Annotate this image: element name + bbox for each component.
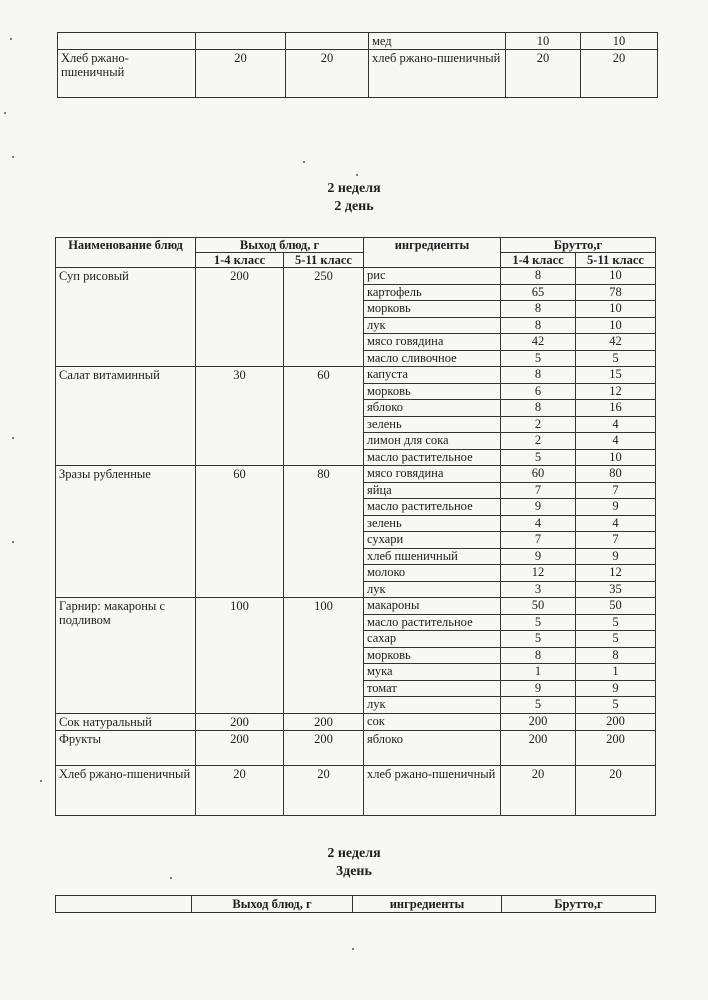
output-1-4: 200 xyxy=(196,713,284,731)
ingredient-name: капуста xyxy=(364,367,501,384)
gross-5-11: 5 xyxy=(576,631,656,648)
dish-name: Фрукты xyxy=(56,731,196,766)
header-output-1-4: 1-4 класс xyxy=(196,253,284,268)
output-5-11: 20 xyxy=(284,766,364,816)
gross-1-4: 20 xyxy=(506,50,581,98)
week-heading: 2 неделя xyxy=(327,181,381,196)
gross-1-4: 200 xyxy=(501,731,576,766)
table-row xyxy=(56,766,656,816)
output-5-11: 250 xyxy=(284,268,364,367)
dish-name: Хлеб ржано-пшеничный xyxy=(58,50,196,98)
header-output-5-11: 5-11 класс xyxy=(284,253,364,268)
gross-5-11: 7 xyxy=(576,482,656,499)
ingredient-name: морковь xyxy=(364,383,501,400)
header-ingredients: ингредиенты xyxy=(353,896,502,913)
ingredient-name: яблоко xyxy=(364,731,501,766)
output-1-4 xyxy=(196,33,286,50)
table-row xyxy=(56,268,656,285)
output-1-4: 100 xyxy=(196,598,284,714)
gross-5-11: 5 xyxy=(576,350,656,367)
gross-1-4: 2 xyxy=(501,416,576,433)
gross-1-4: 9 xyxy=(501,499,576,516)
gross-5-11: 10 xyxy=(576,268,656,285)
gross-5-11: 16 xyxy=(576,400,656,417)
output-1-4: 60 xyxy=(196,466,284,598)
week-heading-day3: 2 неделя xyxy=(327,846,381,861)
gross-5-11: 1 xyxy=(576,664,656,681)
ingredient-name: сахар xyxy=(364,631,501,648)
gross-5-11: 20 xyxy=(581,50,658,98)
dish-name: Хлеб ржано-пшеничный xyxy=(56,766,196,816)
gross-1-4: 60 xyxy=(501,466,576,483)
table-row xyxy=(58,33,658,50)
gross-1-4: 7 xyxy=(501,482,576,499)
scan-speck xyxy=(303,161,305,163)
output-5-11: 60 xyxy=(284,367,364,466)
gross-5-11: 12 xyxy=(576,383,656,400)
dish-name xyxy=(58,33,196,50)
output-1-4: 20 xyxy=(196,50,286,98)
ingredient-name: масло растительное xyxy=(364,449,501,466)
menu-table-day3 xyxy=(55,895,656,913)
gross-5-11: 78 xyxy=(576,284,656,301)
menu-table-day2 xyxy=(55,237,656,816)
gross-5-11: 9 xyxy=(576,499,656,516)
gross-1-4: 5 xyxy=(501,697,576,714)
ingredient-name: хлеб пшеничный xyxy=(364,548,501,565)
dish-name: Салат витаминный xyxy=(56,367,196,466)
header-gross-5-11: 5-11 класс xyxy=(576,253,656,268)
output-5-11: 200 xyxy=(284,713,364,731)
ingredient-name: морковь xyxy=(364,647,501,664)
gross-5-11: 5 xyxy=(576,614,656,631)
ingredient-name: масло растительное xyxy=(364,614,501,631)
table-row xyxy=(56,598,656,615)
gross-1-4: 65 xyxy=(501,284,576,301)
gross-1-4: 3 xyxy=(501,581,576,598)
ingredient-name: рис xyxy=(364,268,501,285)
ingredient-name: зелень xyxy=(364,416,501,433)
scan-speck xyxy=(4,112,6,114)
output-5-11: 100 xyxy=(284,598,364,714)
output-1-4: 30 xyxy=(196,367,284,466)
gross-1-4: 5 xyxy=(501,449,576,466)
ingredient-name: хлеб ржано-пшеничный xyxy=(364,766,501,816)
gross-1-4: 7 xyxy=(501,532,576,549)
output-5-11: 200 xyxy=(284,731,364,766)
gross-1-4: 10 xyxy=(506,33,581,50)
dish-name: Суп рисовый xyxy=(56,268,196,367)
ingredient-name: молоко xyxy=(364,565,501,582)
gross-5-11: 9 xyxy=(576,548,656,565)
header-ingredients: ингредиенты xyxy=(364,238,501,268)
gross-1-4: 12 xyxy=(501,565,576,582)
scan-speck xyxy=(12,437,14,439)
table-row xyxy=(56,466,656,483)
gross-5-11: 9 xyxy=(576,680,656,697)
scan-speck xyxy=(10,38,12,40)
table-row xyxy=(56,713,656,731)
gross-1-4: 5 xyxy=(501,614,576,631)
ingredient-name: масло сливочное xyxy=(364,350,501,367)
ingredient-name: лимон для сока xyxy=(364,433,501,450)
gross-1-4: 1 xyxy=(501,664,576,681)
gross-5-11: 8 xyxy=(576,647,656,664)
gross-5-11: 15 xyxy=(576,367,656,384)
gross-1-4: 200 xyxy=(501,713,576,731)
gross-5-11: 10 xyxy=(576,317,656,334)
header-row xyxy=(56,896,656,913)
output-5-11: 20 xyxy=(286,50,369,98)
gross-1-4: 5 xyxy=(501,631,576,648)
header-output: Выход блюд, г xyxy=(196,238,364,253)
gross-5-11: 200 xyxy=(576,731,656,766)
ingredient-name: мясо говядина xyxy=(364,466,501,483)
ingredient-name: макароны xyxy=(364,598,501,615)
scan-speck xyxy=(356,174,358,176)
scan-speck xyxy=(352,948,354,950)
gross-1-4: 6 xyxy=(501,383,576,400)
header-gross: Брутто,г xyxy=(502,896,656,913)
continuation-table xyxy=(57,32,658,98)
gross-5-11: 35 xyxy=(576,581,656,598)
dish-name: Сок натуральный xyxy=(56,713,196,731)
header-dish xyxy=(56,896,192,913)
gross-5-11: 10 xyxy=(576,301,656,318)
gross-1-4: 8 xyxy=(501,647,576,664)
gross-1-4: 42 xyxy=(501,334,576,351)
ingredient-name: лук xyxy=(364,317,501,334)
day-heading-day3: 3день xyxy=(336,864,372,879)
gross-1-4: 5 xyxy=(501,350,576,367)
header-gross-1-4: 1-4 класс xyxy=(501,253,576,268)
gross-5-11: 200 xyxy=(576,713,656,731)
output-5-11 xyxy=(286,33,369,50)
output-1-4: 20 xyxy=(196,766,284,816)
gross-1-4: 50 xyxy=(501,598,576,615)
gross-5-11: 42 xyxy=(576,334,656,351)
ingredient-name: сок xyxy=(364,713,501,731)
output-1-4: 200 xyxy=(196,731,284,766)
header-row xyxy=(56,238,656,253)
scan-speck xyxy=(12,541,14,543)
ingredient-name: томат xyxy=(364,680,501,697)
gross-5-11: 10 xyxy=(581,33,658,50)
gross-5-11: 10 xyxy=(576,449,656,466)
output-5-11: 80 xyxy=(284,466,364,598)
gross-5-11: 4 xyxy=(576,416,656,433)
ingredient-name: лук xyxy=(364,697,501,714)
menu-table-body xyxy=(56,268,656,816)
ingredient-name: масло растительное xyxy=(364,499,501,516)
gross-5-11: 12 xyxy=(576,565,656,582)
scan-speck xyxy=(40,780,42,782)
ingredient-name: яблоко xyxy=(364,400,501,417)
ingredient-name: яйца xyxy=(364,482,501,499)
gross-5-11: 7 xyxy=(576,532,656,549)
gross-1-4: 8 xyxy=(501,317,576,334)
ingredient-name: лук xyxy=(364,581,501,598)
gross-5-11: 4 xyxy=(576,433,656,450)
dish-name: Гарнир: макароны с подливом xyxy=(56,598,196,714)
table-row xyxy=(58,50,658,98)
dish-name: Зразы рубленные xyxy=(56,466,196,598)
ingredient-name: сухари xyxy=(364,532,501,549)
day-heading: 2 день xyxy=(334,199,374,214)
gross-1-4: 8 xyxy=(501,367,576,384)
ingredient-name: хлеб ржано-пшеничный xyxy=(369,50,506,98)
gross-5-11: 20 xyxy=(576,766,656,816)
gross-1-4: 4 xyxy=(501,515,576,532)
gross-1-4: 8 xyxy=(501,301,576,318)
gross-5-11: 80 xyxy=(576,466,656,483)
gross-1-4: 8 xyxy=(501,268,576,285)
header-output: Выход блюд, г xyxy=(192,896,353,913)
gross-5-11: 50 xyxy=(576,598,656,615)
scan-speck xyxy=(12,156,14,158)
header-dish: Наименование блюд xyxy=(56,238,196,268)
gross-1-4: 8 xyxy=(501,400,576,417)
ingredient-name: мед xyxy=(369,33,506,50)
scan-speck xyxy=(170,877,172,879)
ingredient-name: зелень xyxy=(364,515,501,532)
output-1-4: 200 xyxy=(196,268,284,367)
gross-5-11: 5 xyxy=(576,697,656,714)
gross-1-4: 2 xyxy=(501,433,576,450)
gross-1-4: 9 xyxy=(501,548,576,565)
header-gross: Брутто,г xyxy=(501,238,656,253)
ingredient-name: картофель xyxy=(364,284,501,301)
ingredient-name: морковь xyxy=(364,301,501,318)
ingredient-name: мука xyxy=(364,664,501,681)
table-row xyxy=(56,367,656,384)
gross-1-4: 20 xyxy=(501,766,576,816)
gross-5-11: 4 xyxy=(576,515,656,532)
table-row xyxy=(56,731,656,766)
gross-1-4: 9 xyxy=(501,680,576,697)
ingredient-name: мясо говядина xyxy=(364,334,501,351)
